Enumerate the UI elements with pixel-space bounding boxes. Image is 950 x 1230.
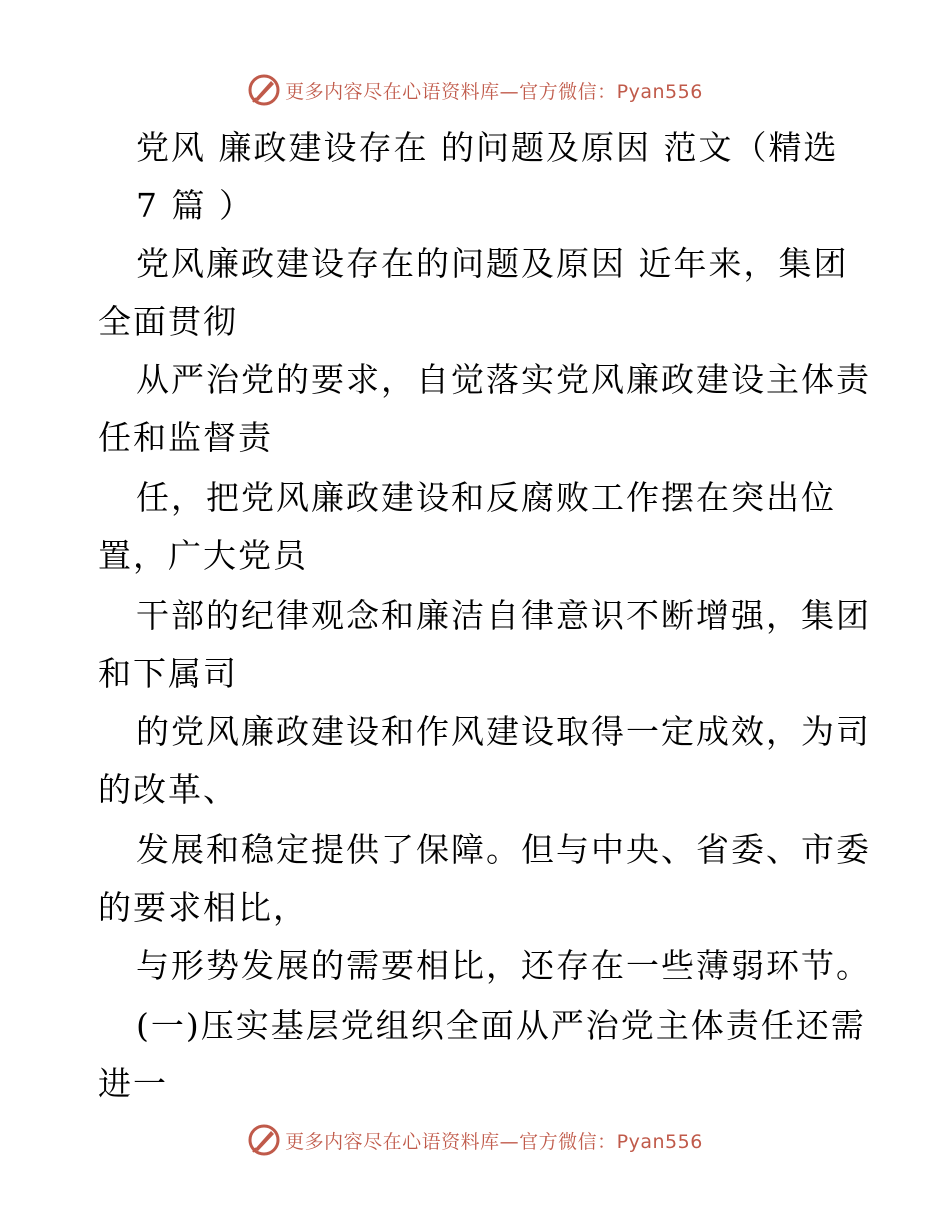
banner-text: 更多内容尽在心语资料库—官方微信：Pyan556 — [285, 1130, 703, 1153]
quill-logo-icon — [247, 73, 281, 107]
paragraph-line: 与形势发展的需要相比，还存在一些薄弱环节。 — [136, 946, 871, 985]
paragraph-line: 的改革、 — [98, 770, 238, 809]
document-title-line-2: 7 篇 ） — [136, 186, 254, 225]
paragraph-line: 进一 — [98, 1064, 168, 1103]
paragraph-line: (一)压实基层党组织全面从严治党主体责任还需 — [136, 1006, 866, 1045]
quill-logo-icon — [247, 1123, 281, 1157]
paragraph-line: 党风廉政建设存在的问题及原因 近年来，集团 — [136, 244, 849, 283]
paragraph-line: 发展和稳定提供了保障。但与中央、省委、市委 — [136, 830, 871, 869]
banner-text: 更多内容尽在心语资料库—官方微信：Pyan556 — [285, 80, 703, 103]
paragraph-line: 置，广大党员 — [98, 536, 308, 575]
paragraph-line: 任，把党风廉政建设和反腐败工作摆在突出位 — [136, 478, 836, 517]
paragraph-line: 和下属司 — [98, 654, 238, 693]
document-title-line-1: 党风 廉政建设存在 的问题及原因 范文（精选 — [136, 128, 839, 167]
paragraph-line: 干部的纪律观念和廉洁自律意识不断增强，集团 — [136, 596, 871, 635]
paragraph-line: 从严治党的要求，自觉落实党风廉政建设主体责 — [136, 360, 871, 399]
paragraph-line: 的要求相比， — [98, 888, 308, 927]
paragraph-line: 的党风廉政建设和作风建设取得一定成效，为司 — [136, 712, 871, 751]
paragraph-line: 任和监督责 — [98, 418, 273, 457]
header-banner — [0, 70, 950, 110]
paragraph-line: 全面贯彻 — [98, 302, 238, 341]
footer-banner — [0, 1120, 950, 1160]
